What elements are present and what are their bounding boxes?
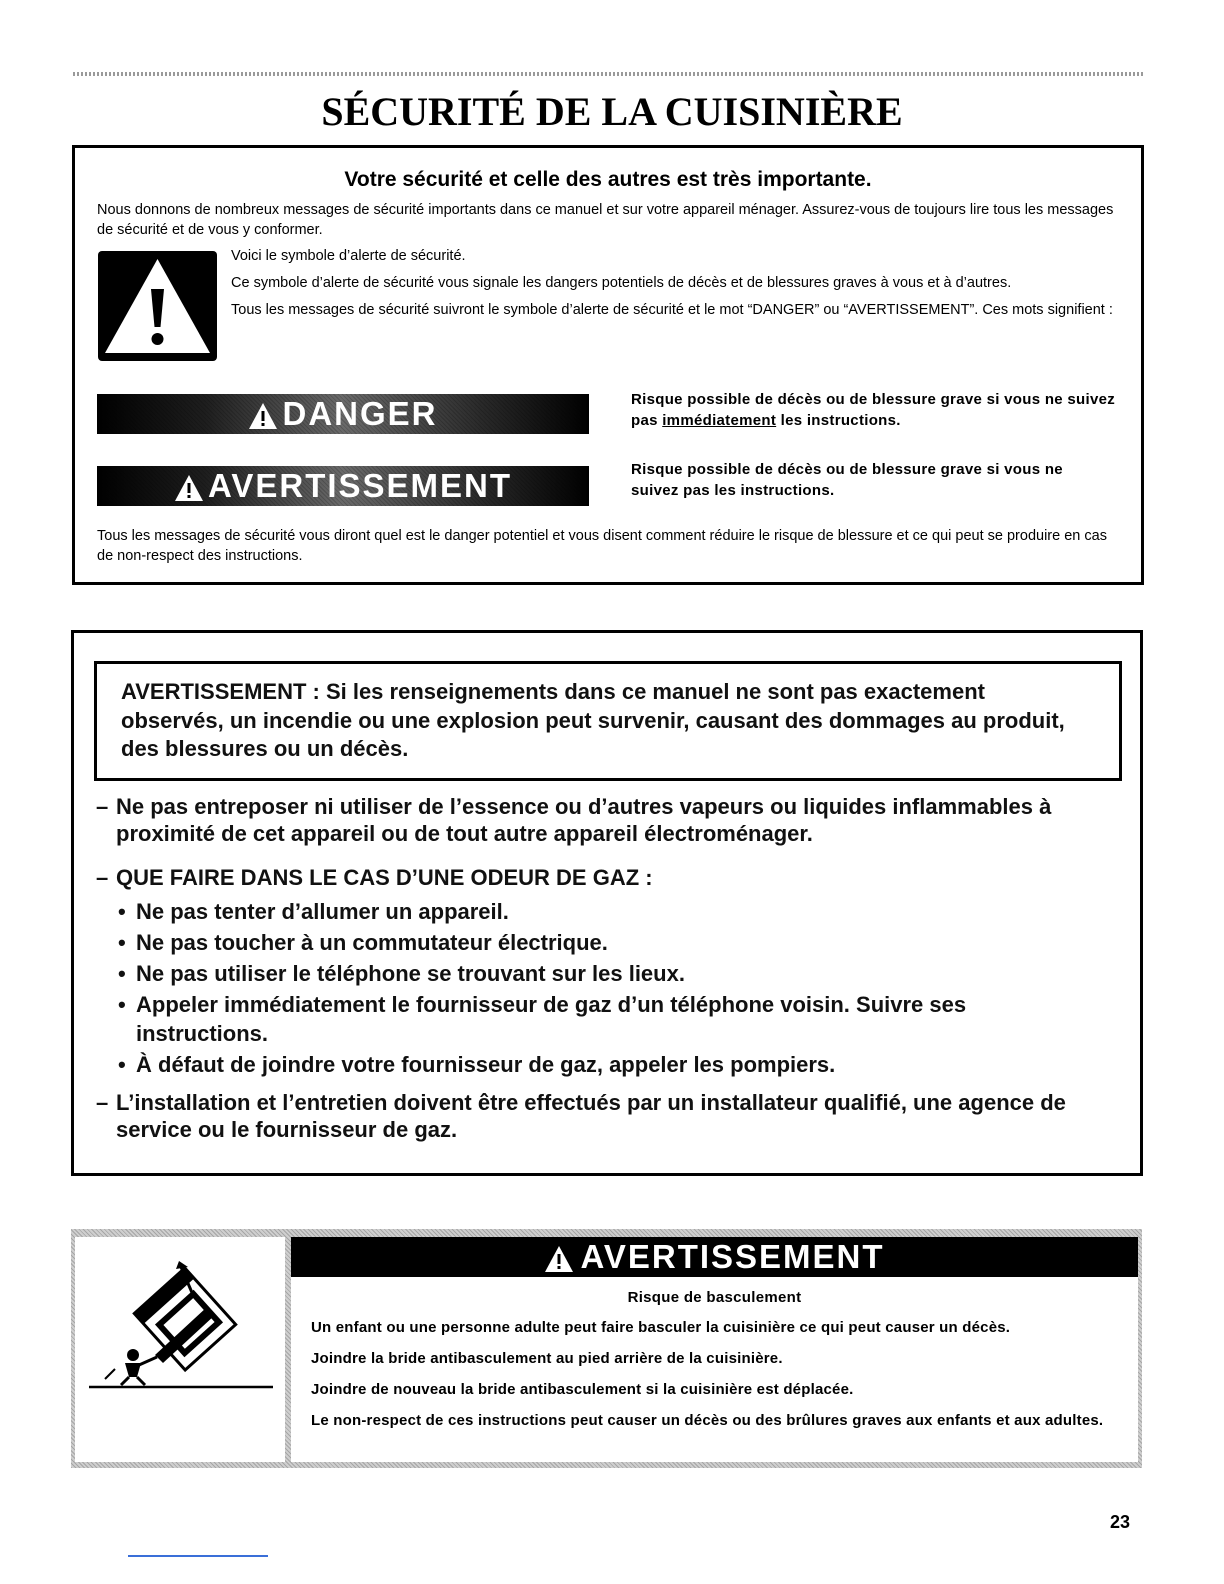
warning-label: AVERTISSEMENT [207,467,513,504]
tip-over-warning-label: AVERTISSEMENT [580,1238,885,1275]
symbol-line: Ce symbole d’alerte de sécurité vous signale les dangers potentiels de décès et de blessures graves à vous et à d’autres. [231,275,1012,291]
list-item: – L’installation et l’entretien doivent être effectués par un installateur qualifié, une agence de service ou le fournisseur de gaz. [96,1090,1066,1142]
tip-over-illustration [75,1237,285,1462]
tip-over-text-panel [291,1237,1138,1462]
alert-triangle-icon [248,402,278,430]
list-item: – QUE FAIRE DANS LE CAS D’UNE ODEUR DE GAZ : • Ne pas tenter d’allumer un appareil. • Ne pas toucher à un commutateur électrique. • Ne pas utiliser le téléphone se trouvant sur les lieux. • Appeler immédiatement le fournisseur de gaz d’un téléphone voisin. Suivre ses instructions. • À défaut de joindre votre fournisseur de gaz, appeler les pompiers. [96,864,1116,1079]
gas-warning-callout [94,661,1122,781]
list-item: • Ne pas tenter d’allumer un appareil. [118,899,509,924]
top-divider [73,72,1143,76]
gas-warning-text: AVERTISSEMENT : Si les renseignements dans ce manuel ne sont pas exactement observés, un incendie ou une explosion peut survenir, causant des dommages au produit, des blessures ou un décès. [121,679,1065,761]
gas-warning-box [71,630,1143,1176]
warning-description: Risque possible de décès ou de blessure grave si vous ne suivez pas les instructions. [631,461,1063,499]
symbol-line: Tous les messages de sécurité suivront le symbole d’alerte de sécurité et le mot “DANGER” ou “AVERTISSEMENT”. Ces mots signifient : [231,302,1113,318]
footer-divider [128,1555,268,1557]
tip-over-warning-box [71,1229,1142,1468]
instruction-line: Un enfant ou une personne adulte peut faire basculer la cuisinière ce qui peut causer un décès. [311,1319,1011,1336]
list-item: • À défaut de joindre votre fournisseur de gaz, appeler les pompiers. [118,1052,836,1077]
alert-triangle-icon [544,1245,574,1273]
instruction-line: Joindre la bride antibasculement au pied arrière de la cuisinière. [311,1350,783,1367]
list-item: • Ne pas utiliser le téléphone se trouvant sur les lieux. [118,961,685,986]
safety-heading: Votre sécurité et celle des autres est très importante. [344,168,872,191]
instruction-line: Joindre de nouveau la bride antibasculement si la cuisinière est déplacée. [311,1381,854,1398]
safety-intro-box [72,145,1144,585]
danger-description: Risque possible de décès ou de blessure grave si vous ne suivez pas immédiatement les instructions. [631,391,1116,429]
list-item: – Ne pas entreposer ni utiliser de l’essence ou d’autres vapeurs ou liquides inflammables à proximité de cet appareil ou de tout autre appareil électroménager. [96,794,1052,846]
tip-over-instructions [311,1317,1121,1441]
page-title: SÉCURITÉ DE LA CUISINIÈRE [321,89,903,134]
danger-label: DANGER [282,395,438,432]
danger-emphasis: immédiatement [662,412,777,429]
alert-triangle-icon [174,474,204,502]
tip-over-subtitle: Risque de basculement [627,1289,802,1306]
tip-over-warning-banner [291,1237,1138,1277]
list-item: • Appeler immédiatement le fournisseur de gaz d’un téléphone voisin. Suivre ses instructions. [118,992,967,1046]
list-item: • Ne pas toucher à un commutateur électrique. [118,930,608,955]
symbol-explanation [231,246,1131,327]
warning-banner [97,466,589,506]
tipping-range-icon [75,1237,285,1462]
page-number: 23 [1110,1512,1131,1532]
instruction-line: Le non-respect de ces instructions peut causer un décès ou des brûlures graves aux enfants et aux adultes. [311,1412,1104,1429]
symbol-line: Voici le symbole d’alerte de sécurité. [231,248,466,264]
safety-outro-text: Tous les messages de sécurité vous diront quel est le danger potentiel et vous disent comment réduire le risque de blessure et ce qui peut se produire en cas de non-respect des instructions. [97,528,1107,564]
danger-banner [97,394,589,434]
safety-alert-symbol-icon [98,251,217,361]
gas-odor-steps [96,897,1116,1079]
gas-instructions [96,793,1116,1160]
safety-intro-text: Nous donnons de nombreux messages de sécurité importants dans ce manuel et sur votre appareil ménager. Assurez-vous de toujours lire tous les messages de sécurité et de vous y conformer. [97,202,1114,238]
